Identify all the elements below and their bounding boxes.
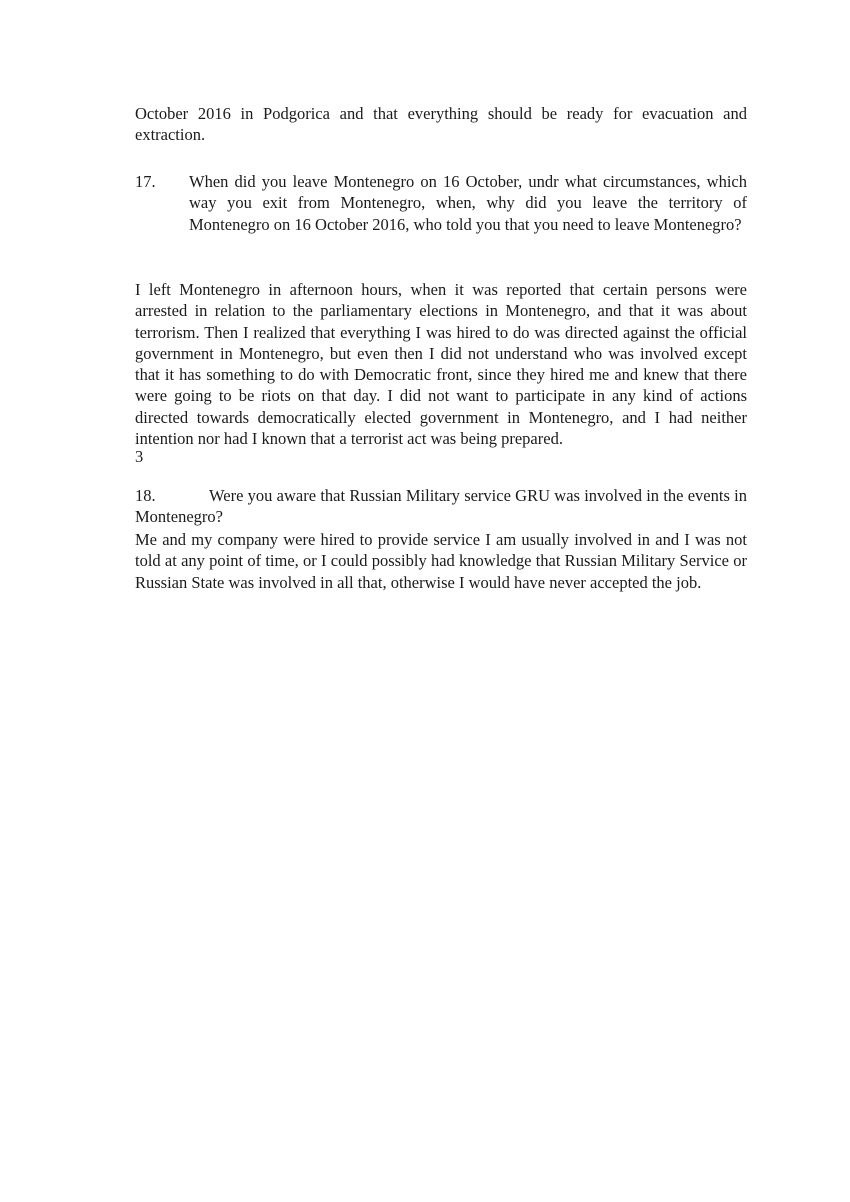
intro-paragraph-container [135, 103, 747, 146]
page-number-container [135, 446, 747, 467]
answer-17-paragraph: I left Montenegro in afternoon hours, when it was reported that certain persons were arrested in relation to the parliamentary elections in Montenegro, and that it was about terrorism. Then I realized that everything I was hired to do was directed against the official government in Montenegro, but even then I did not understand who was involved except that it has something to do with Democratic front, since they hired me and knew that there were going to be riots on that day. I did not want to participate in any kind of actions directed towards democratically elected government in Montenegro, and I had neither intention nor had I known that a terrorist act was being prepared. [135, 280, 747, 449]
intro-paragraph: October 2016 in Podgorica and that everything should be ready for evacuation and extraction. [135, 104, 747, 145]
answer-18-paragraph: Me and my company were hired to provide service I am usually involved in and I was not told at any point of time, or I could possibly had knowledge that Russian Military Service or Russian State was involved in all that, otherwise I would have never accepted the job. [135, 530, 747, 592]
page-number: 3 [135, 447, 144, 466]
question-17-number: 17. [135, 172, 156, 191]
question-18-container [135, 485, 747, 528]
question-17 [135, 171, 747, 235]
question-17-text: When did you leave Montenegro on 16 October, undr what circumstances, which way you exit from Montenegro, when, why did you leave the territory of Montenegro on 16 October 2016, who told you that you need to leave Montenegro? [189, 172, 747, 234]
answer-17-container [135, 279, 747, 449]
question-17-container [135, 171, 747, 235]
question-18 [135, 485, 747, 528]
question-18-text: Were you aware that Russian Military service GRU was involved in the events in Montenegro? [135, 486, 747, 527]
answer-18-container [135, 529, 747, 593]
question-18-number: 18. [135, 486, 156, 505]
